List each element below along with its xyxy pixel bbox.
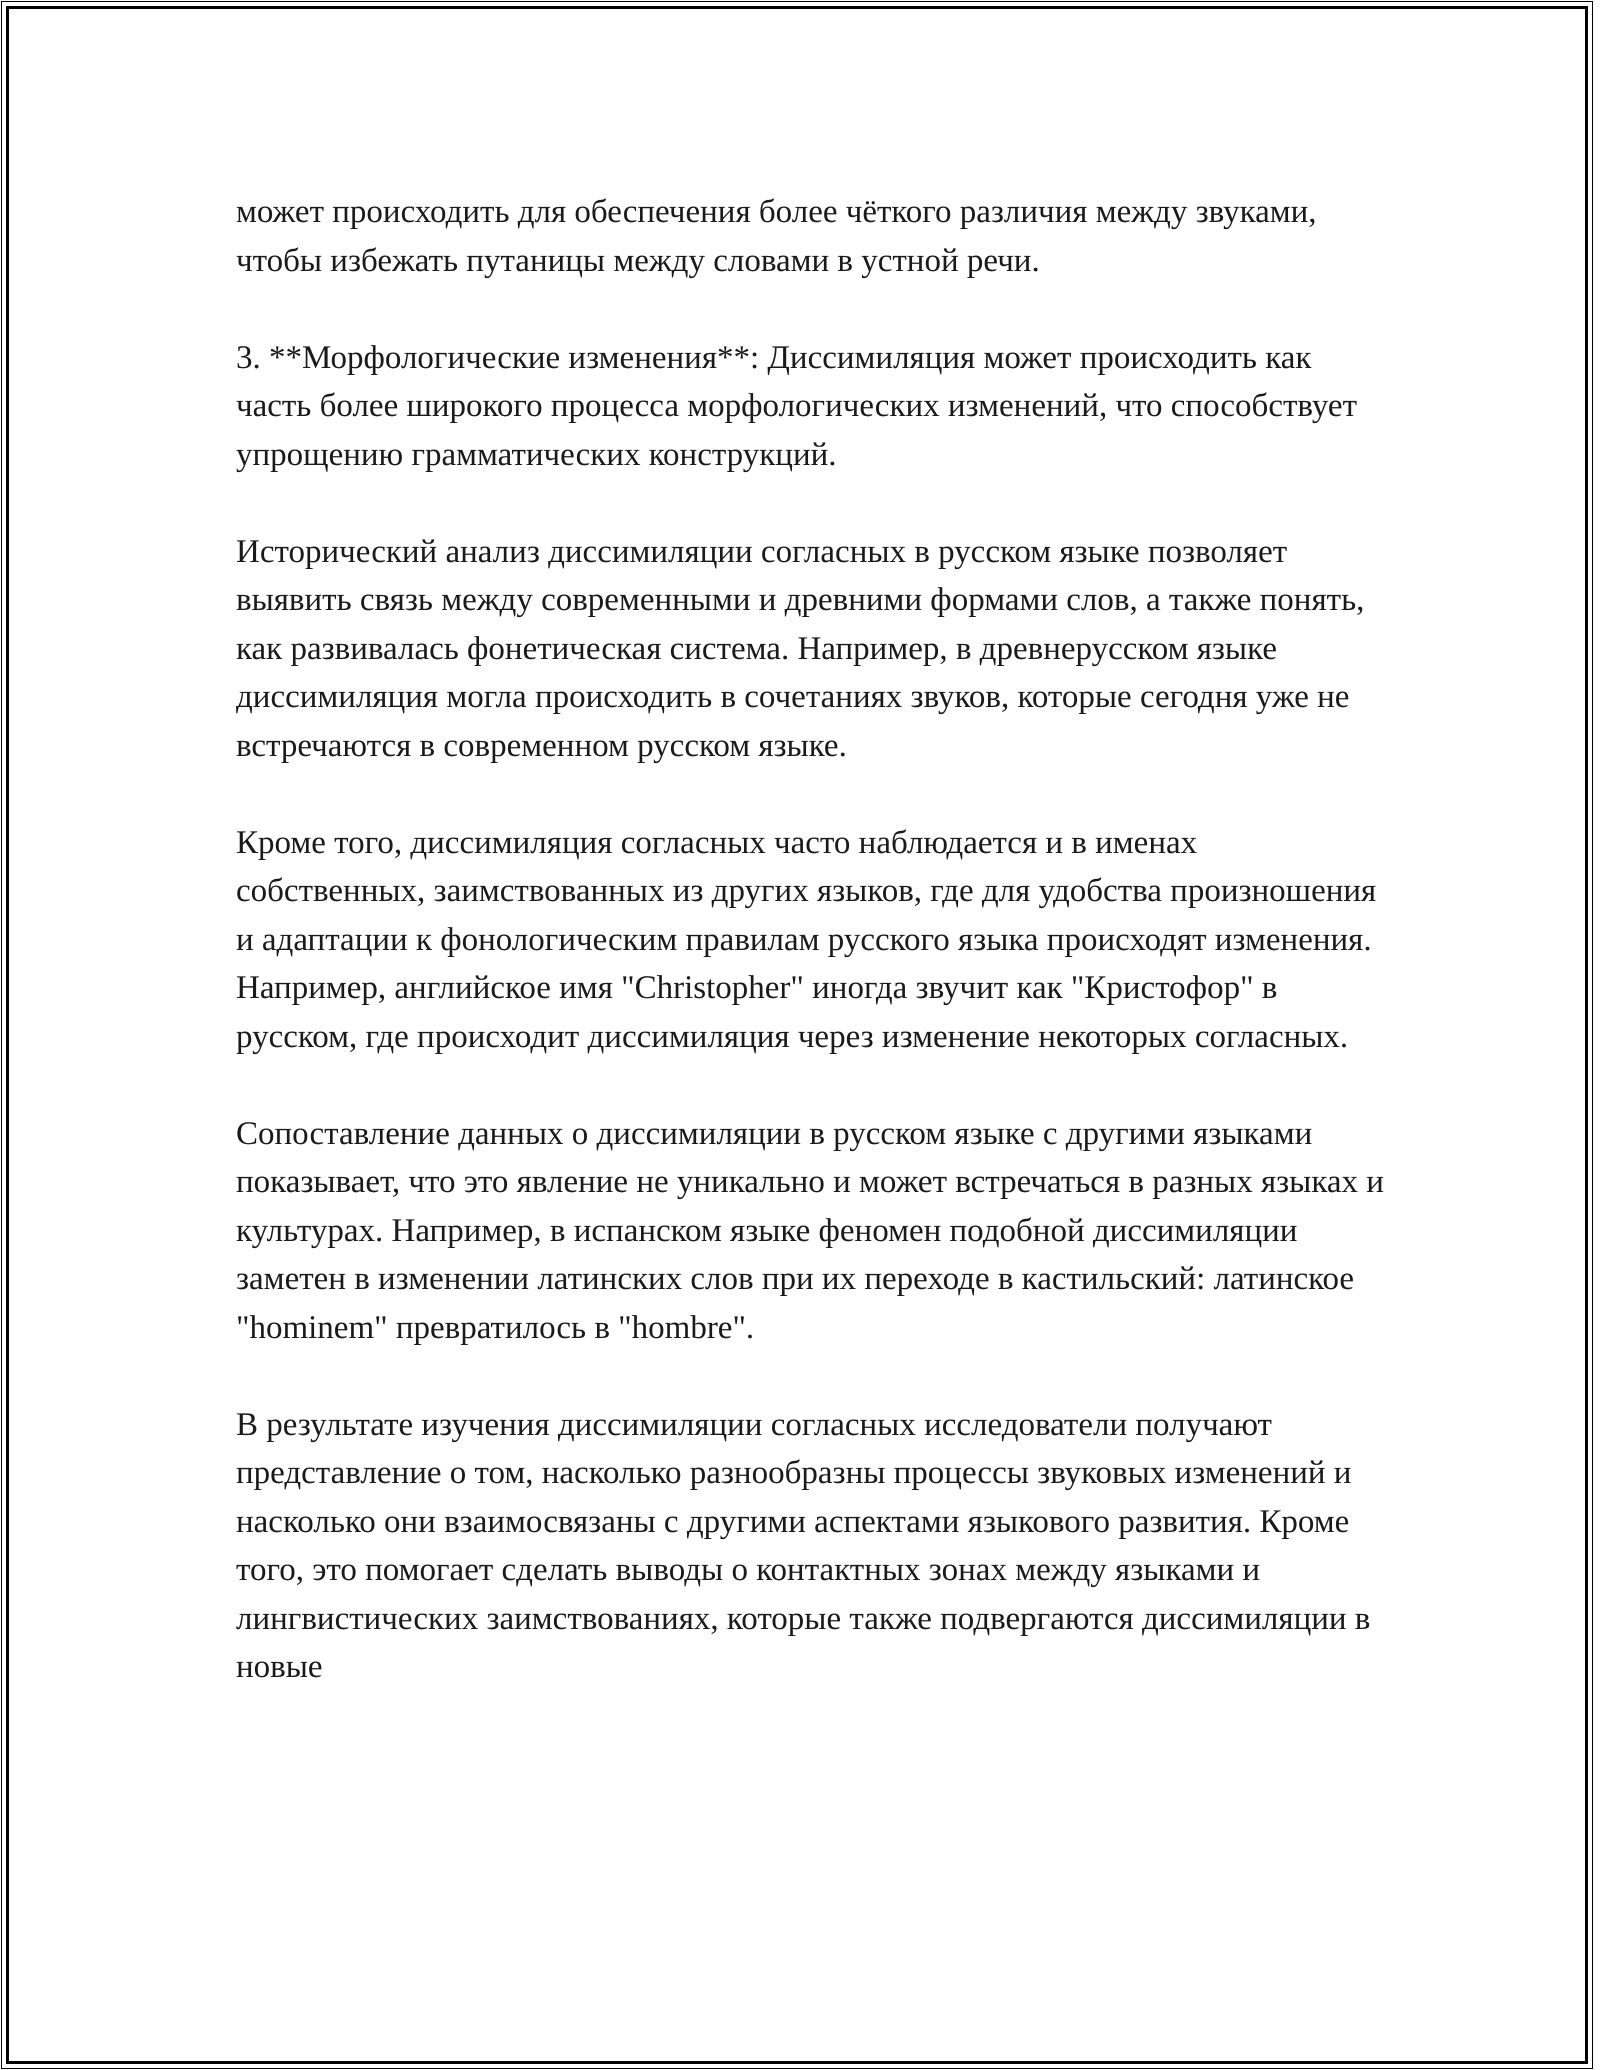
paragraph-research-results: В результате изучения диссимиляции согласных исследователи получают представление о том, насколько разнообразны процессы звуковых изменений и насколько они взаимосвязаны с другими аспектами языкового развития. Кроме того, это помогает сделать выводы о контактных зонах между языками и лингвистических заимствованиях, которые также подвергаются диссимиляции в новые [236,1406,1371,1685]
paragraph-morphological-changes: 3. **Морфологические изменения**: Диссимиляция может происходить как часть более широкого процесса морфологических изменений, что способствует упрощению грамматических конструкций. [236,339,1358,473]
paragraph-proper-names: Кроме того, диссимиляция согласных часто наблюдается и в именах собственных, заимствованных из других языков, где для удобства произношения и адаптации к фонологическим правилам русского языка происходят изменения. Например, английское имя "Christopher" иногда звучит как "Кристофор" в русском, где происходит диссимиляция через изменение некоторых согласных. [236,824,1377,1055]
paragraph-sound-distinction: может происходить для обеспечения более чёткого различия между звуками, чтобы избежать путаницы между словами в устной речи. [236,194,1317,279]
paragraph-comparison-languages: Сопоставление данных о диссимиляции в русском языке с другими языками показывает, что это явление не уникально и может встречаться в разных языках и культурах. Например, в испанском языке феномен подобной диссимиляции заметен в изменении латинских слов при их переходе в кастильский: латинское "hominem" превратилось в "hombre". [236,1115,1384,1346]
paragraph-historical-analysis: Исторический анализ диссимиляции согласных в русском языке позволяет выявить связь между современными и древними формами слов, а также понять, как развивалась фонетическая система. Например, в древнерусском языке диссимиляция могла происходить в сочетаниях звуков, которые сегодня уже не встречаются в современном русском языке. [236,533,1365,764]
document-body [236,188,1386,1692]
